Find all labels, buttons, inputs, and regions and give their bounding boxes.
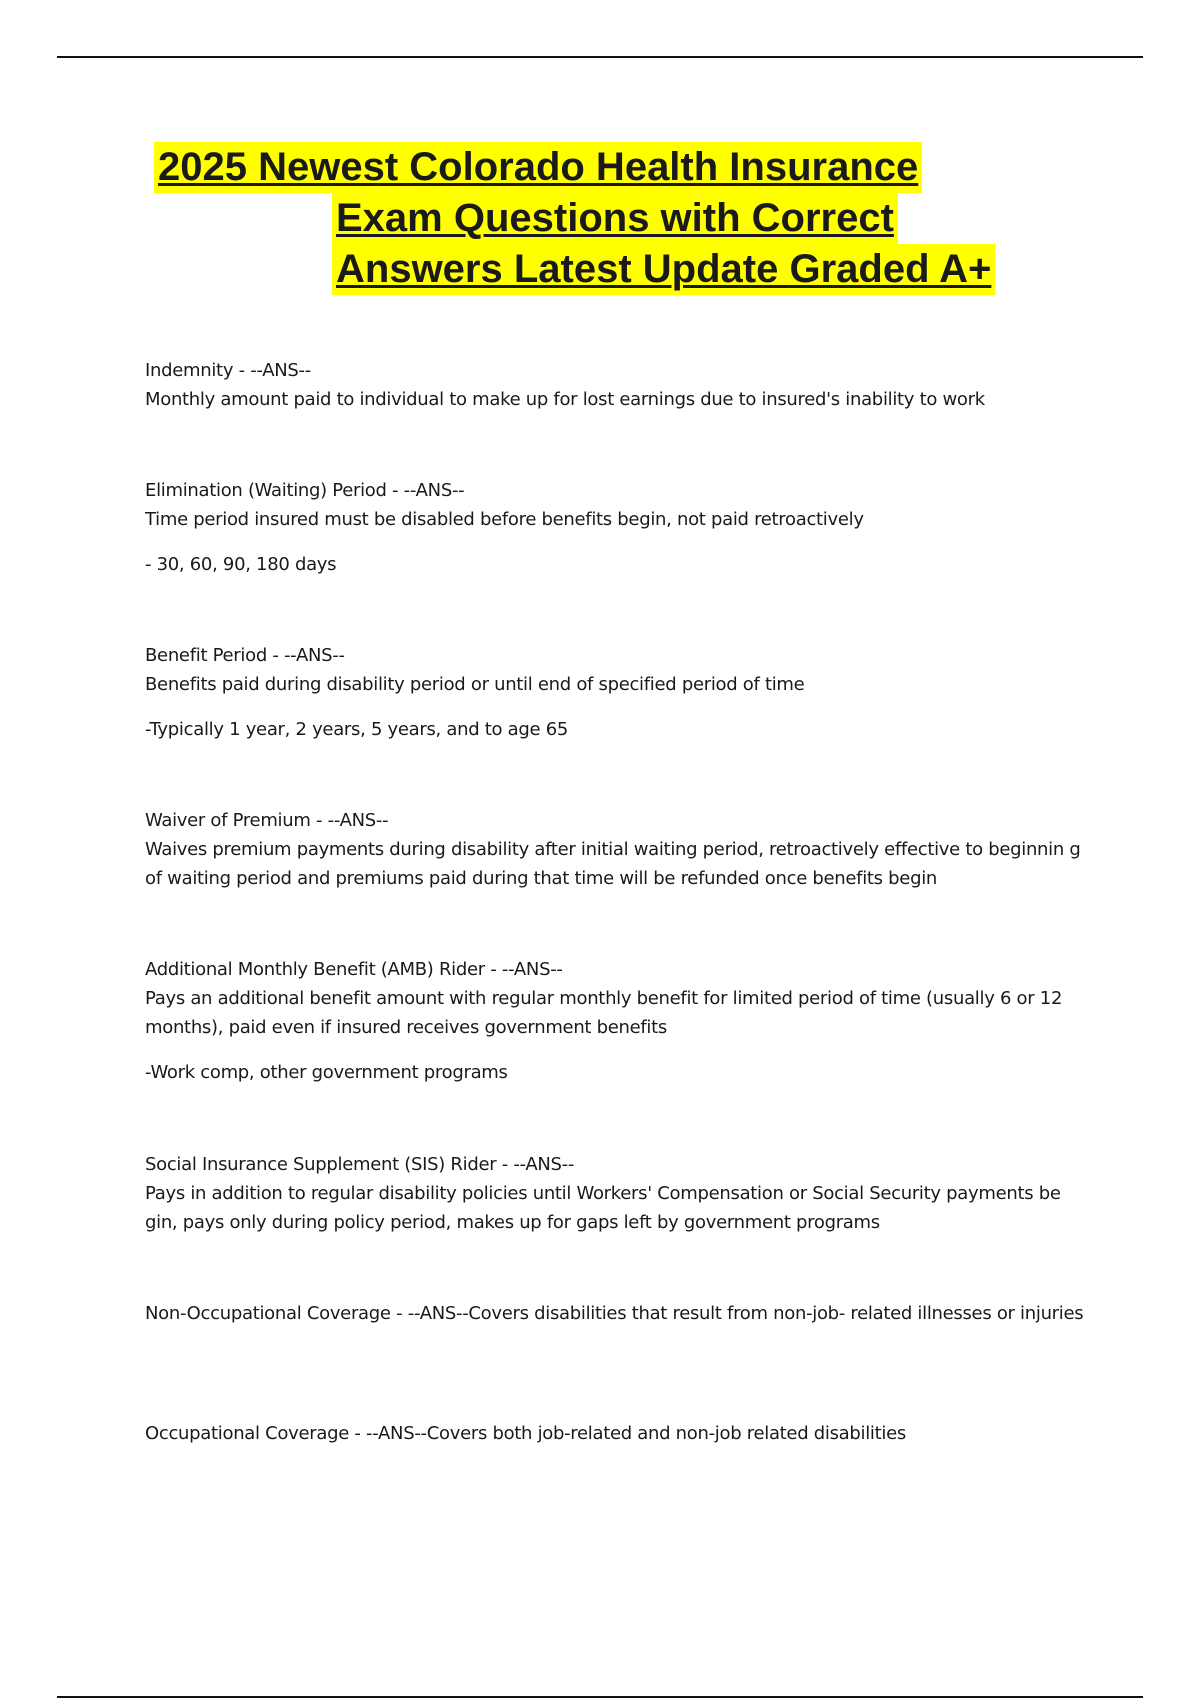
title-line-1: 2025 Newest Colorado Health Insurance	[154, 142, 922, 193]
entry-amb-rider	[145, 955, 1095, 1150]
entry-note: -Typically 1 year, 2 years, 5 years, and to age 65	[145, 719, 569, 740]
entry-term: Indemnity - --ANS--	[145, 360, 311, 381]
entry-definition: Benefits paid during disability period or until end of specified period of time	[145, 674, 805, 695]
entry-non-occupational-coverage	[145, 1299, 1095, 1419]
entry-elimination-period	[145, 476, 1095, 641]
entry-note: -Work comp, other government programs	[145, 1062, 508, 1083]
entry-term: Occupational Coverage - --ANS--	[145, 1423, 427, 1444]
entry-benefit-period	[145, 641, 1095, 806]
entry-waiver-of-premium	[145, 806, 1095, 955]
entry-term: Social Insurance Supplement (SIS) Rider - --ANS--	[145, 1154, 575, 1175]
entry-term: Elimination (Waiting) Period - --ANS--	[145, 480, 465, 501]
entry-definition: Monthly amount paid to individual to make up for lost earnings due to insured's inability to work	[145, 389, 985, 410]
document-body	[145, 356, 1095, 1448]
entry-term: Non-Occupational Coverage - --ANS--	[145, 1303, 469, 1324]
entry-definition: Pays an additional benefit amount with regular monthly benefit for limited period of time (usually 6 or 12 months), paid even if insured receives government benefits	[145, 988, 1063, 1038]
bottom-rule	[57, 1696, 1143, 1698]
entry-definition: Time period insured must be disabled before benefits begin, not paid retroactively	[145, 509, 864, 530]
entry-definition: Covers both job-related and non-job related disabilities	[426, 1423, 906, 1444]
entry-term: Additional Monthly Benefit (AMB) Rider - --ANS--	[145, 959, 563, 980]
entry-term: Waiver of Premium - --ANS--	[145, 810, 389, 831]
entry-definition: Waives premium payments during disability after initial waiting period, retroactively effective to beginnin g of waiting period and premiums paid during that time will be refunded once benefits begin	[145, 839, 1081, 889]
top-rule	[57, 56, 1143, 58]
entry-indemnity	[145, 356, 1095, 476]
entry-definition: Covers disabilities that result from non-job- related illnesses or injuries	[468, 1303, 1084, 1324]
title-line-2: Exam Questions with Correct	[332, 193, 898, 244]
entry-term: Benefit Period - --ANS--	[145, 645, 345, 666]
entry-note: - 30, 60, 90, 180 days	[145, 554, 337, 575]
entry-definition: Pays in addition to regular disability policies until Workers' Compensation or Social Security payments be gin, pays only during policy period, makes up for gaps left by government programs	[145, 1183, 1061, 1233]
entry-sis-rider	[145, 1150, 1095, 1299]
title-line-3: Answers Latest Update Graded A+	[332, 244, 995, 295]
entry-occupational-coverage	[145, 1419, 1095, 1448]
